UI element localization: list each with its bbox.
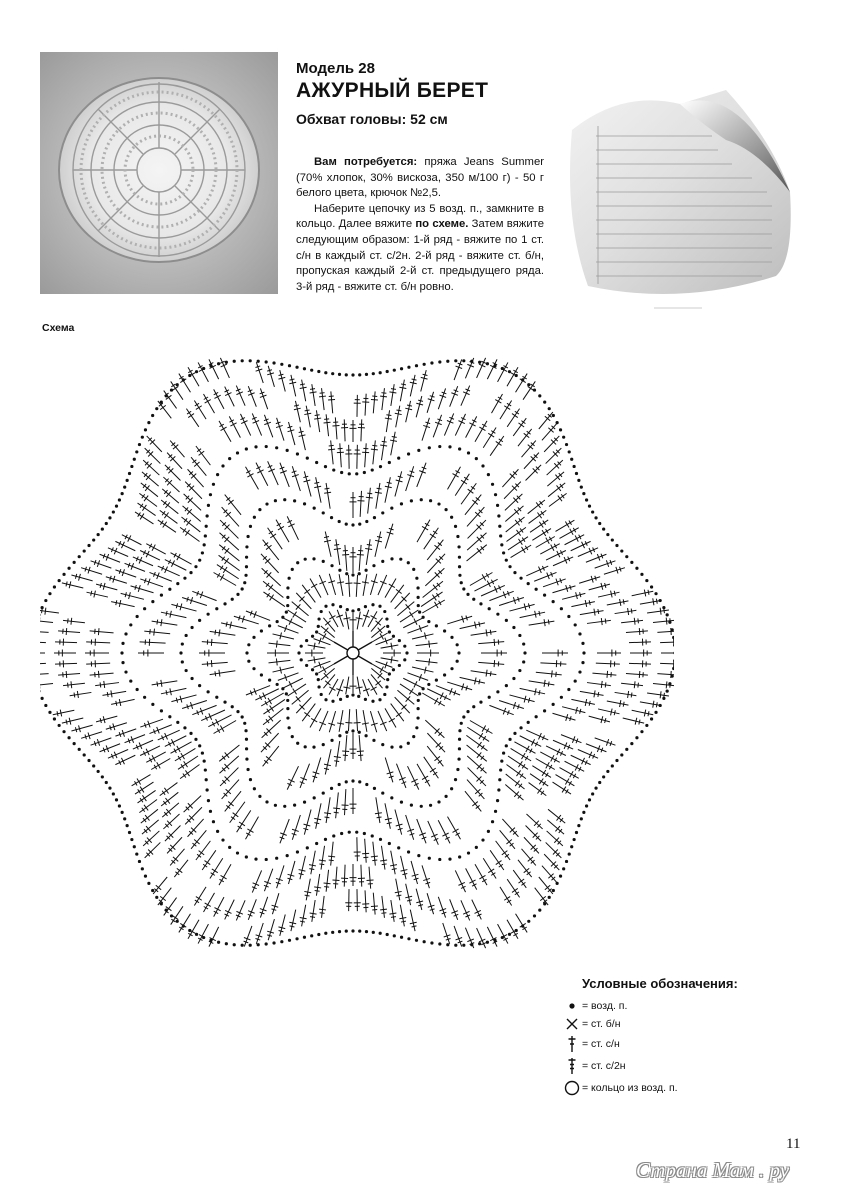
double-crochet-icon [562,1035,582,1053]
chain-ring-icon [562,1079,582,1097]
legend-item [562,997,802,1015]
legend-item [562,1033,802,1055]
legend-item-label: = ст. с/2н [582,1060,626,1072]
pattern-description [296,155,544,295]
page-number: 11 [786,1136,801,1152]
legend-title: Условные обозначения: [582,976,738,991]
instructions-start: Наберите цепочку из 5 возд. п., замкните в кольцо. Далее вяжите [296,202,544,231]
head-girth: Обхват головы: 52 см [296,111,448,127]
legend [562,976,802,1099]
legend-item [562,1077,802,1099]
watermark: Страна Мам . ру [636,1158,790,1182]
single-crochet-cross-icon [562,1015,582,1033]
legend-item [562,1015,802,1033]
crochet-scheme [40,326,674,976]
legend-item-label: = ст. с/н [582,1038,620,1050]
legend-item-label: = кольцо из возд. п. [582,1082,678,1094]
materials-paragraph [296,155,544,202]
legend-item [562,1055,802,1077]
beret-photo-illustration [40,52,278,294]
instructions-bold: по схеме. [415,218,469,231]
model-label: Модель 28 [296,60,375,77]
notes-card-graphic [562,80,802,312]
instructions-end: Затем вяжите следующим образом: 1-й ряд - вяжите по 1 ст. с/н в каждый ст. с/2н. 2-й ряд - вяжите ст. б/н, пропуская каждый 2-й ст. предыдущего ряда. 3-й ряд - вяжите ст. б/н ровно. [296,218,544,293]
scheme-label: Схема [42,322,75,334]
notes-card [562,80,802,312]
materials-text: пряжа Jeans Summer (70% хлопок, 30% вискоза, 350 м/100 г) - 50 г белого цвета, крючок №2,5. [296,156,544,200]
legend-item-label: = возд. п. [582,1000,628,1012]
page-title: АЖУРНЫЙ БЕРЕТ [296,79,489,102]
header-block [296,60,556,127]
chain-dot-icon [562,997,582,1015]
legend-item-label: = ст. б/н [582,1018,621,1030]
crochet-scheme-diagram [40,326,674,976]
beret-photo [40,52,278,294]
instructions-paragraph [296,202,544,296]
materials-lead: Вам потребуется: [314,156,418,168]
treble-crochet-icon [562,1057,582,1075]
